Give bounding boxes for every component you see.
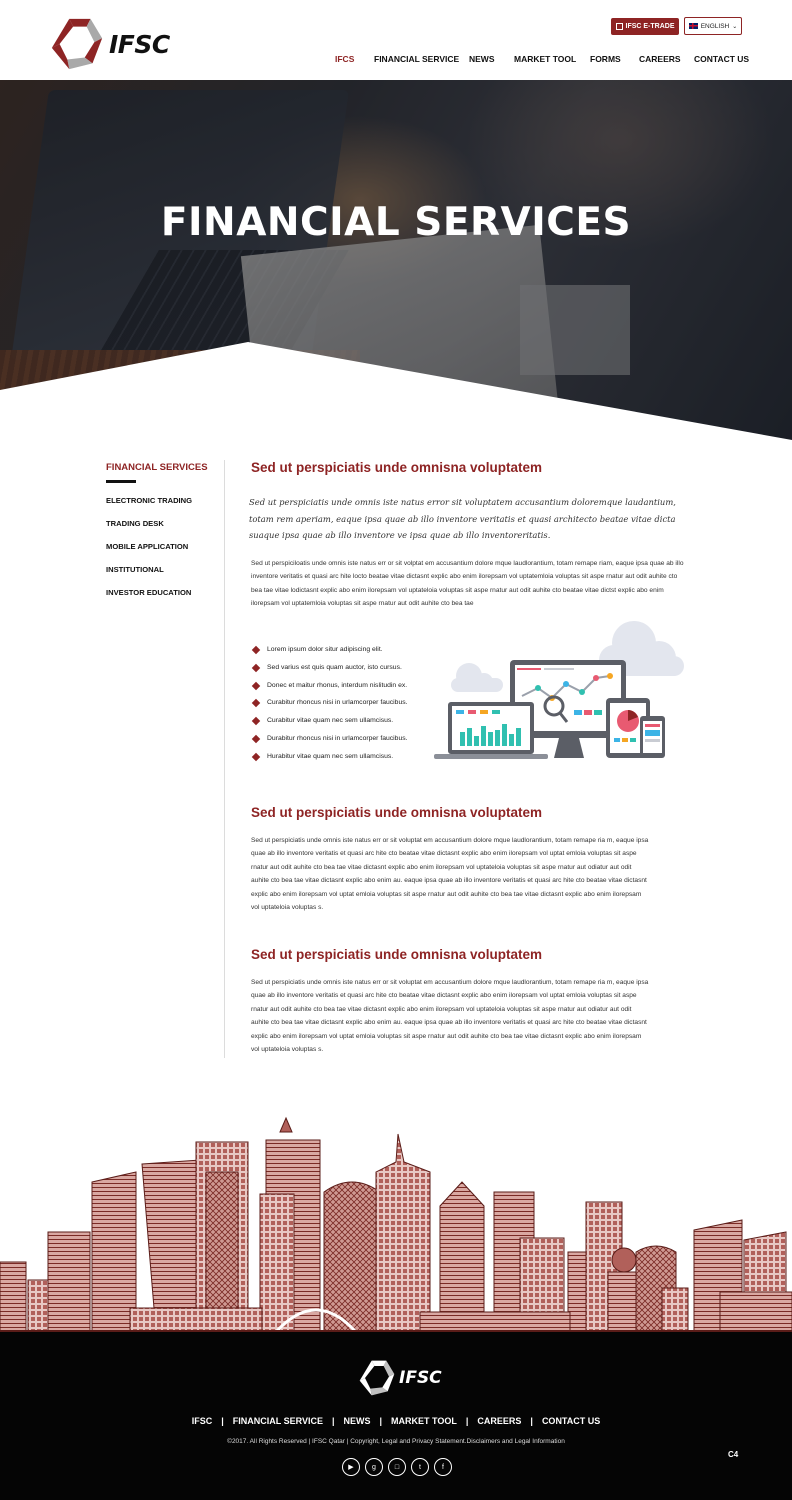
section-heading-1 [251, 460, 687, 475]
hero-title: FINANCIAL SERVICES [160, 200, 632, 245]
hero-banner [0, 80, 792, 440]
sidebar-item-trading-desk[interactable]: TRADING DESK [106, 519, 164, 528]
list-item-text: Curabitur vitae quam nec sem ullamcisus. [267, 717, 394, 725]
login-icon [616, 23, 623, 30]
phone-icon [640, 716, 665, 758]
nav-item-forms[interactable]: FORMS [590, 54, 621, 64]
bullet-list [251, 646, 441, 771]
diamond-bullet-icon [252, 664, 260, 672]
sidebar-item-mobile-application[interactable]: MOBILE APPLICATION [106, 542, 189, 551]
sidebar-menu [106, 462, 221, 610]
language-label: ENGLISH [700, 22, 730, 30]
sidebar-title[interactable]: FINANCIAL SERVICES [106, 462, 208, 473]
logo-text: IFSC [109, 29, 170, 59]
footer-copyright: ©2017. All Rights Reserved | IFSC Qatar | Copyright, Legal and Privacy Statement.Disclaimers and Legal Information [227, 1438, 565, 1445]
chevron-down-icon: ⌄ [732, 23, 738, 30]
footer-nav-separator: | [331, 1416, 335, 1426]
intro-paragraph: Sed ut perspiciatis unde omnis iste natus error sit voluptatem accusantium doloremque laudantium, totam rem aperiam, eaque ipsa quae ab illo inventore veritatis et quasi architecto beatae vitae dicta suaque ipsa quae ab illo inventore ve ipsa quae ab illo inventoreritatis. [249, 497, 676, 540]
footer-nav-financial-service[interactable]: FINANCIAL SERVICE [232, 1416, 323, 1426]
heading-1: Sed ut perspiciatis unde omnisna voluptatem [251, 460, 543, 475]
list-item-text: Curabitur rhoncus nisi in urlamcorper faucibus. [267, 699, 408, 707]
devices-analytics-illustration [434, 618, 688, 763]
list-item [251, 699, 441, 717]
footer-nav-market-tool[interactable]: MARKET TOOL [391, 1416, 457, 1426]
footer-nav-separator: | [379, 1416, 383, 1426]
list-item-text: Hurabitur vitae quam nec sem ullamcisus. [267, 752, 394, 760]
list-item [251, 682, 441, 700]
footer-logo-text: IFSC [399, 1368, 442, 1388]
youtube-icon[interactable]: ▶ [342, 1458, 360, 1476]
language-select[interactable] [684, 17, 742, 35]
nav-item-ifcs[interactable]: IFCS [335, 54, 355, 64]
paragraph-1: Sed ut perspiciloatis unde omnis iste natus err or sit volptat em accusantium dolore mque laudlorantium, totam remape riam, eaque ipsa quae ab illo inventore veritatis et quasi arc hite locto beatae vitae dictasnt explic abo enim ilorepsam vol uptatemloia voluptas sit aspe rnatur aut odit auhite cto bea tae vitae lodictasnt explic abo enim ilorepsam vol uptateloia voluptas sit aspe rnatur aut odit auhite cto beatae vitae dictst explic abo enim ilorepsam vol uptatemloia voluptas sit aspe rnatur aut odit auhite cto bea tae [251, 560, 684, 608]
nav-item-market-tool[interactable]: MARKET TOOL [514, 54, 577, 64]
sidebar-item-electronic-trading[interactable]: ELECTRONIC TRADING [106, 496, 193, 505]
paragraph-2: Sed ut perspiciatis unde omnis iste natus err or sit voluptat em accusantium dolore mque laudlorantium, totam remape ria m, eaque ipsa quae ab illo inventore veritatis et quasi arc hite cto beatae vitae dictasnt explic abo enim ilorepsam vol uptat emloia voluptas sit aspe rnatur aut odit auhite cto bea tae vitae dictasnt explic abo enim ilorepsam vol uptateloia voluptas sit aspe rnatur aut odiatur aut odit auhite cto bea tae vitae dictasnt explic abo enim au. eaque ipsa quae ab illo inventore veritatis et quasi arc hite cto beatae vitae dictasnt explic abo enim ilorepsam vol uptat emloia voluptas sit aspe rnatur aut odit auhite cto bea tae vitae dictasnt explic abo enim ilorepsam vol uptateloia voluptas s. [251, 837, 649, 912]
sidebar-divider [224, 460, 225, 1058]
etrade-label: IFSC E-TRADE [625, 23, 675, 30]
hero-diagonal-cut [0, 80, 792, 440]
site-header [0, 0, 792, 80]
diamond-bullet-icon [252, 753, 260, 761]
list-item [251, 646, 441, 664]
ifsc-logo-icon [357, 1358, 397, 1398]
footer-nav-contact-us[interactable]: CONTACT US [541, 1416, 601, 1426]
footer-code: C4 [728, 1450, 739, 1459]
laptop-icon [434, 702, 548, 759]
facebook-icon[interactable]: f [434, 1458, 452, 1476]
main-nav [0, 54, 792, 66]
twitter-icon[interactable]: t [411, 1458, 429, 1476]
footer-nav-separator: | [465, 1416, 469, 1426]
list-item-text: Donec et maitur rhonus, interdum nislitudin ex. [267, 681, 408, 689]
list-item [251, 753, 441, 771]
etrade-button[interactable] [611, 18, 679, 35]
uk-flag-icon [689, 23, 698, 29]
footer-nav-separator: | [530, 1416, 533, 1426]
list-item-text: Sed varius est quis quam auctor, isto cursus. [267, 663, 402, 671]
diamond-bullet-icon [252, 681, 260, 689]
nav-item-financial-service[interactable]: FINANCIAL SERVICE [374, 54, 460, 64]
diamond-bullet-icon [252, 646, 260, 654]
site-footer [0, 1332, 792, 1500]
nav-item-news[interactable]: NEWS [469, 54, 495, 64]
heading-2: Sed ut perspiciatis unde omnisna voluptatem [251, 805, 543, 820]
sidebar-item-investor-education[interactable]: INVESTOR EDUCATION [106, 588, 192, 597]
instagram-icon[interactable]: □ [388, 1458, 406, 1476]
list-item [251, 664, 441, 682]
paragraph-3: Sed ut perspiciatis unde omnis iste natus err or sit voluptat em accusantium dolore mque laudlorantium, totam remape ria m, eaque ipsa quae ab illo inventore veritatis et quasi arc hite cto beatae vitae dictasnt explic abo enim ilorepsam vol uptat emloia voluptas sit aspe rnatur aut odit auhite cto bea tae vitae dictasnt explic abo enim ilorepsam vol uptateloia voluptas sit aspe rnatur aut odiatur aut odit auhite cto bea tae vitae dictasnt explic abo enim au. eaque ipsa quae ab illo inventore veritatis et quasi arc hite cto beatae vitae dictasnt explic abo enim ilorepsam vol uptat emloia voluptas sit aspe rnatur aut odit auhite cto bea tae vitae dictasnt explic abo enim ilorepsam vol uptateloia voluptas s. [251, 979, 649, 1054]
nav-item-careers[interactable]: CAREERS [639, 54, 681, 64]
nav-item-contact-us[interactable]: CONTACT US [694, 54, 750, 64]
sidebar-item-institutional[interactable]: INSTITUTIONAL [106, 565, 164, 574]
list-item-text: Lorem ipsum dolor situr adipiscing elit. [267, 646, 383, 653]
city-skyline-illustration [0, 1112, 792, 1334]
sidebar-title-underline [106, 480, 136, 483]
diamond-bullet-icon [252, 735, 260, 743]
social-links [342, 1458, 452, 1476]
google-plus-icon[interactable]: g [365, 1458, 383, 1476]
footer-logo[interactable] [357, 1358, 442, 1398]
footer-nav [0, 1416, 792, 1426]
list-item [251, 735, 441, 753]
list-item-text: Durabitur rhoncus nisi in urlamcorper faucibus. [267, 734, 408, 742]
footer-nav-separator: | [221, 1416, 224, 1426]
diamond-bullet-icon [252, 717, 260, 725]
footer-nav-careers[interactable]: CAREERS [477, 1416, 522, 1426]
footer-nav-ifsc[interactable]: IFSC [191, 1416, 213, 1426]
footer-nav-news[interactable]: NEWS [343, 1416, 371, 1426]
diamond-bullet-icon [252, 699, 260, 707]
list-item [251, 717, 441, 735]
heading-3: Sed ut perspiciatis unde omnisna voluptatem [251, 947, 543, 962]
